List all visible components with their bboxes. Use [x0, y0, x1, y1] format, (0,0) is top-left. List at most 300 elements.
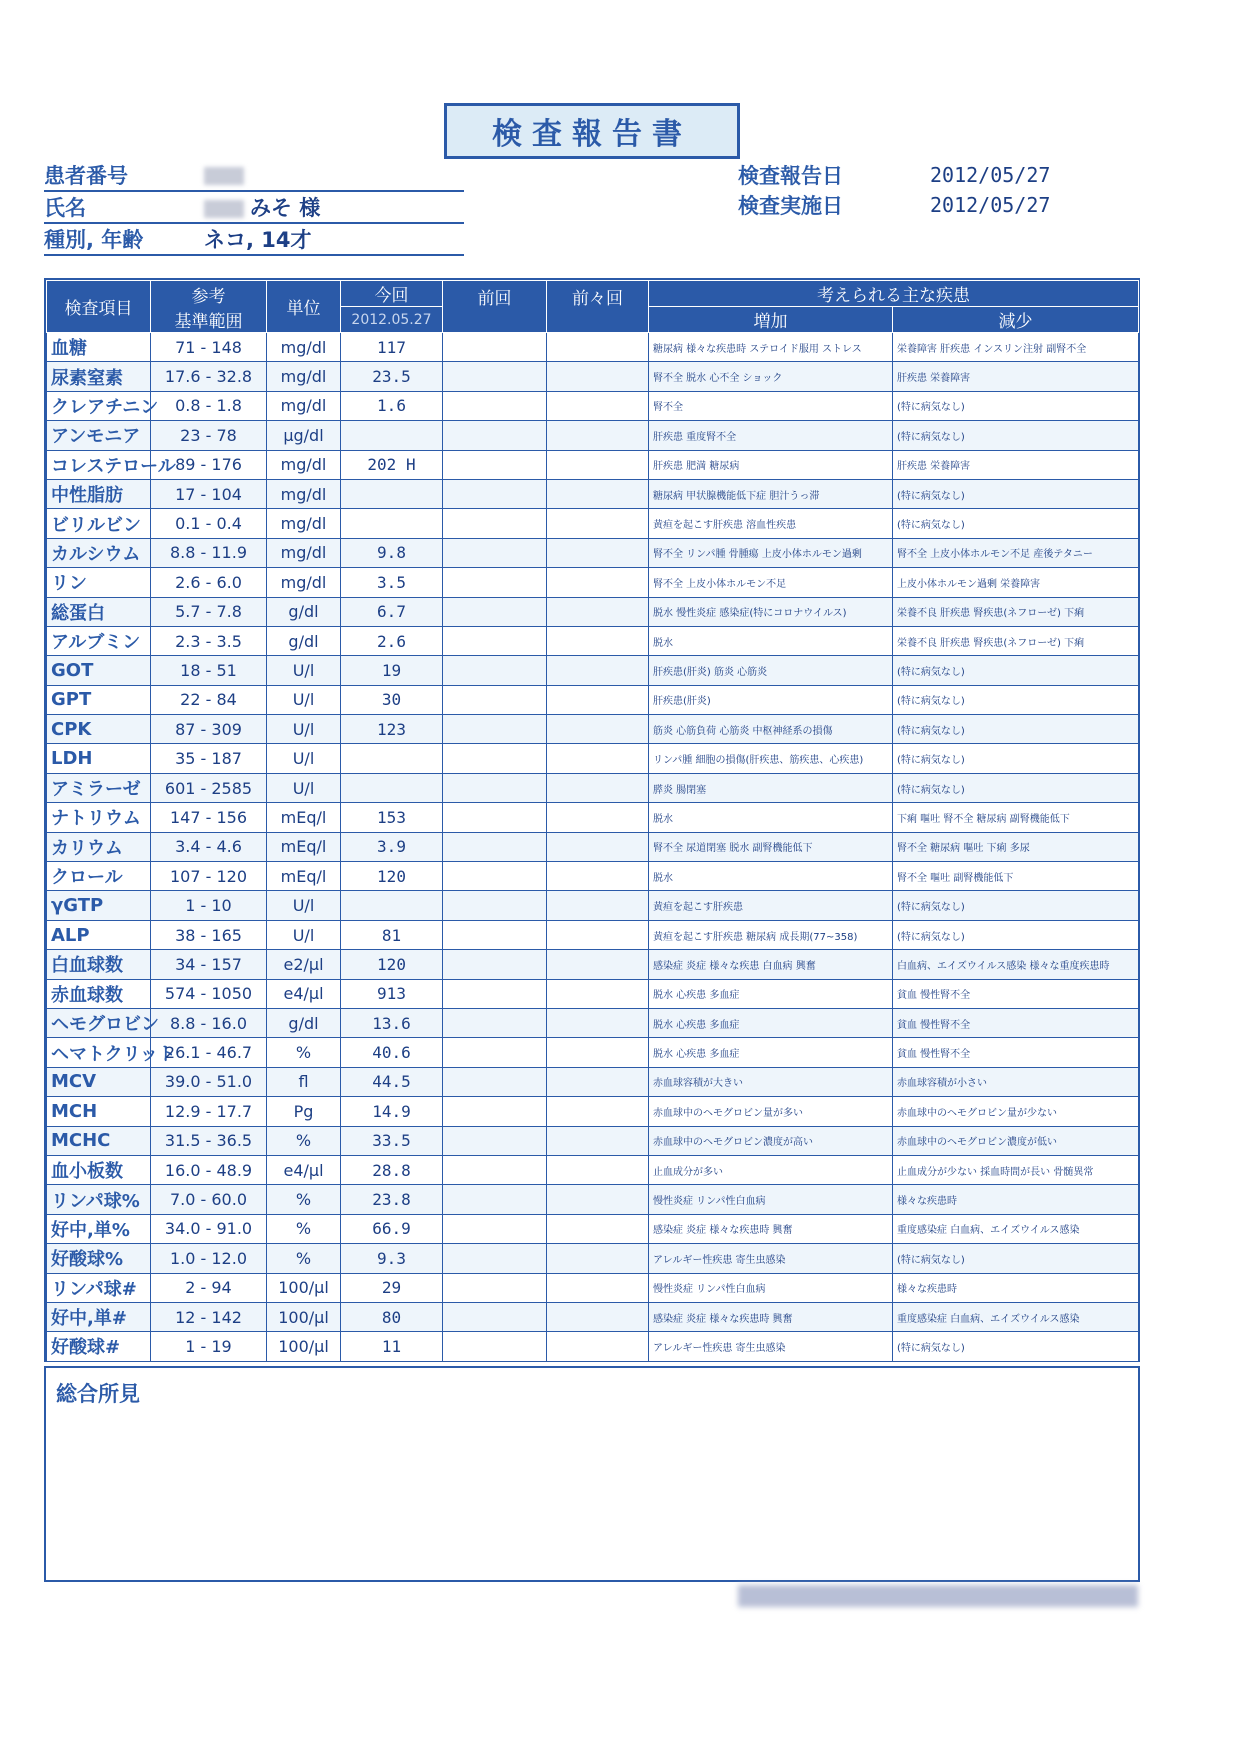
previous2-value	[547, 450, 649, 479]
current-value: 11	[341, 1332, 443, 1361]
reference-range: 574 - 1050	[151, 979, 267, 1008]
test-name: ビリルビン	[47, 509, 151, 538]
table-row	[47, 891, 1139, 920]
exam-date-value: 2012/05/27	[930, 193, 1051, 217]
decrease-diseases: (特に病気なし)	[893, 1244, 1139, 1273]
previous2-value	[547, 862, 649, 891]
decrease-diseases: 重度感染症 白血病、エイズウイルス感染	[893, 1302, 1139, 1331]
unit: 100/μl	[267, 1273, 341, 1302]
test-name: 好中,単#	[47, 1302, 151, 1331]
current-value: 123	[341, 715, 443, 744]
previous-value	[443, 509, 547, 538]
decrease-diseases: 重度感染症 白血病、エイズウイルス感染	[893, 1214, 1139, 1243]
test-name: 尿素窒素	[47, 362, 151, 391]
reference-range: 34 - 157	[151, 950, 267, 979]
previous-value	[443, 715, 547, 744]
test-name: クロール	[47, 862, 151, 891]
decrease-diseases: 腎不全 糖尿病 嘔吐 下痢 多尿	[893, 832, 1139, 861]
increase-diseases: 腎不全 リンパ腫 骨腫瘍 上皮小体ホルモン過剰	[649, 538, 893, 567]
test-name: アンモニア	[47, 421, 151, 450]
current-value: 117	[341, 333, 443, 362]
current-value: 29	[341, 1273, 443, 1302]
decrease-diseases: (特に病気なし)	[893, 421, 1139, 450]
previous2-value	[547, 538, 649, 567]
increase-diseases: 腎不全	[649, 391, 893, 420]
previous2-value	[547, 597, 649, 626]
reference-range: 2 - 94	[151, 1273, 267, 1302]
table-row	[47, 568, 1139, 597]
col-header-unit: 単位	[267, 281, 341, 333]
decrease-diseases: 白血病、エイズウイルス感染 様々な重度疾患時	[893, 950, 1139, 979]
summary-box	[44, 1366, 1140, 1582]
test-name: 好中,単%	[47, 1214, 151, 1243]
unit: 100/μl	[267, 1302, 341, 1331]
reference-range: 16.0 - 48.9	[151, 1155, 267, 1184]
patient-name-label: 氏名	[44, 196, 86, 220]
reference-range: 23 - 78	[151, 421, 267, 450]
previous-value	[443, 1244, 547, 1273]
unit: U/l	[267, 685, 341, 714]
reference-range: 17.6 - 32.8	[151, 362, 267, 391]
test-name: ナトリウム	[47, 803, 151, 832]
report-date-label: 検査報告日	[738, 164, 843, 188]
table-row	[47, 333, 1139, 362]
reference-range: 87 - 309	[151, 715, 267, 744]
current-value: 40.6	[341, 1038, 443, 1067]
increase-diseases: 赤血球中のヘモグロビン濃度が高い	[649, 1126, 893, 1155]
col-header-increase: 増加	[649, 307, 893, 333]
previous2-value	[547, 803, 649, 832]
table-row	[47, 979, 1139, 1008]
test-name: 血糖	[47, 333, 151, 362]
previous2-value	[547, 744, 649, 773]
increase-diseases: 止血成分が多い	[649, 1155, 893, 1184]
previous2-value	[547, 479, 649, 508]
report-date-value: 2012/05/27	[930, 163, 1051, 187]
previous2-value	[547, 1097, 649, 1126]
col-header-ref-top: 参考	[191, 286, 226, 307]
table-row	[47, 1244, 1139, 1273]
test-name: 中性脂肪	[47, 479, 151, 508]
species-age-label: 種別, 年齢	[44, 228, 144, 252]
previous2-value	[547, 656, 649, 685]
unit: %	[267, 1214, 341, 1243]
table-row	[47, 450, 1139, 479]
reference-range: 12 - 142	[151, 1302, 267, 1331]
previous-value	[443, 1038, 547, 1067]
previous2-value	[547, 1214, 649, 1243]
reference-range: 0.8 - 1.8	[151, 391, 267, 420]
current-value: 3.5	[341, 568, 443, 597]
previous-value	[443, 597, 547, 626]
reference-range: 601 - 2585	[151, 773, 267, 802]
table-row	[47, 626, 1139, 655]
decrease-diseases: 貧血 慢性腎不全	[893, 1008, 1139, 1037]
current-value: 44.5	[341, 1067, 443, 1096]
previous2-value	[547, 391, 649, 420]
current-value: 33.5	[341, 1126, 443, 1155]
increase-diseases: 慢性炎症 リンパ性白血病	[649, 1185, 893, 1214]
previous-value	[443, 1097, 547, 1126]
previous2-value	[547, 1302, 649, 1331]
current-value: 66.9	[341, 1214, 443, 1243]
report-title: 検査報告書	[444, 103, 740, 159]
current-value: 202 H	[341, 450, 443, 479]
increase-diseases: 糖尿病 様々な疾患時 ステロイド服用 ストレス	[649, 333, 893, 362]
unit: U/l	[267, 715, 341, 744]
current-value	[341, 773, 443, 802]
test-name: アミラーゼ	[47, 773, 151, 802]
table-row	[47, 362, 1139, 391]
unit: U/l	[267, 891, 341, 920]
current-value: 153	[341, 803, 443, 832]
increase-diseases: 赤血球中のヘモグロビン量が多い	[649, 1097, 893, 1126]
increase-diseases: 脱水 心疾患 多血症	[649, 979, 893, 1008]
previous-value	[443, 626, 547, 655]
reference-range: 18 - 51	[151, 656, 267, 685]
current-value: 2.6	[341, 626, 443, 655]
decrease-diseases: (特に病気なし)	[893, 391, 1139, 420]
decrease-diseases: (特に病気なし)	[893, 920, 1139, 949]
previous2-value	[547, 1008, 649, 1037]
increase-diseases: 膵炎 腸閉塞	[649, 773, 893, 802]
unit: mg/dl	[267, 568, 341, 597]
decrease-diseases: (特に病気なし)	[893, 891, 1139, 920]
table-row	[47, 391, 1139, 420]
previous2-value	[547, 509, 649, 538]
table-row	[47, 1038, 1139, 1067]
current-value: 13.6	[341, 1008, 443, 1037]
increase-diseases: 肝疾患(肝炎)	[649, 685, 893, 714]
previous2-value	[547, 1038, 649, 1067]
table-row	[47, 950, 1139, 979]
previous2-value	[547, 1185, 649, 1214]
decrease-diseases: 貧血 慢性腎不全	[893, 1038, 1139, 1067]
test-name: MCV	[47, 1067, 151, 1096]
increase-diseases: 脱水 慢性炎症 感染症(特にコロナウイルス)	[649, 597, 893, 626]
increase-diseases: 肝疾患(肝炎) 筋炎 心筋炎	[649, 656, 893, 685]
col-header-prev2: 前々回	[547, 281, 649, 333]
unit: μg/dl	[267, 421, 341, 450]
decrease-diseases: (特に病気なし)	[893, 656, 1139, 685]
unit: mg/dl	[267, 391, 341, 420]
current-value: 14.9	[341, 1097, 443, 1126]
previous-value	[443, 450, 547, 479]
unit: %	[267, 1185, 341, 1214]
previous2-value	[547, 1273, 649, 1302]
table-row	[47, 803, 1139, 832]
previous2-value	[547, 832, 649, 861]
table-row	[47, 685, 1139, 714]
unit: e2/μl	[267, 950, 341, 979]
patient-number-redacted	[204, 163, 250, 187]
previous-value	[443, 1067, 547, 1096]
test-name: 総蛋白	[47, 597, 151, 626]
reference-range: 71 - 148	[151, 333, 267, 362]
decrease-diseases: (特に病気なし)	[893, 715, 1139, 744]
decrease-diseases: 上皮小体ホルモン過剰 栄養障害	[893, 568, 1139, 597]
previous2-value	[547, 1332, 649, 1361]
current-value: 23.5	[341, 362, 443, 391]
unit: mg/dl	[267, 333, 341, 362]
test-name: コレステロール	[47, 450, 151, 479]
decrease-diseases: 腎不全 嘔吐 副腎機能低下	[893, 862, 1139, 891]
reference-range: 5.7 - 7.8	[151, 597, 267, 626]
decrease-diseases: 腎不全 上皮小体ホルモン不足 産後テタニー	[893, 538, 1139, 567]
test-name: MCHC	[47, 1126, 151, 1155]
decrease-diseases: (特に病気なし)	[893, 479, 1139, 508]
reference-range: 1 - 19	[151, 1332, 267, 1361]
previous-value	[443, 862, 547, 891]
unit: U/l	[267, 744, 341, 773]
col-header-prev: 前回	[443, 281, 547, 333]
decrease-diseases: 栄養障害 肝疾患 インスリン注射 副腎不全	[893, 333, 1139, 362]
test-name: リンパ球#	[47, 1273, 151, 1302]
clinic-info-redacted	[738, 1585, 1138, 1607]
previous-value	[443, 1008, 547, 1037]
test-name: γGTP	[47, 891, 151, 920]
unit: mg/dl	[267, 509, 341, 538]
table-row	[47, 538, 1139, 567]
summary-title: 総合所見	[56, 1382, 140, 1406]
reference-range: 1 - 10	[151, 891, 267, 920]
previous2-value	[547, 568, 649, 597]
reference-range: 1.0 - 12.0	[151, 1244, 267, 1273]
test-name: 血小板数	[47, 1155, 151, 1184]
test-name: クレアチニン	[47, 391, 151, 420]
patient-name-value	[204, 192, 320, 222]
col-header-current-date: 2012.05.27	[341, 307, 443, 333]
decrease-diseases: 下痢 嘔吐 腎不全 糖尿病 副腎機能低下	[893, 803, 1139, 832]
current-value: 30	[341, 685, 443, 714]
current-value: 913	[341, 979, 443, 1008]
decrease-diseases: 貧血 慢性腎不全	[893, 979, 1139, 1008]
test-name: CPK	[47, 715, 151, 744]
decrease-diseases: (特に病気なし)	[893, 509, 1139, 538]
decrease-diseases: 様々な疾患時	[893, 1273, 1139, 1302]
table-row	[47, 1185, 1139, 1214]
table-row	[47, 1067, 1139, 1096]
previous-value	[443, 950, 547, 979]
decrease-diseases: 栄養不良 肝疾患 腎疾患(ネフローゼ) 下痢	[893, 597, 1139, 626]
unit: e4/μl	[267, 979, 341, 1008]
previous2-value	[547, 685, 649, 714]
current-value: 80	[341, 1302, 443, 1331]
increase-diseases: アレルギー性疾患 寄生虫感染	[649, 1332, 893, 1361]
unit: mg/dl	[267, 450, 341, 479]
reference-range: 7.0 - 60.0	[151, 1185, 267, 1214]
previous-value	[443, 803, 547, 832]
previous-value	[443, 538, 547, 567]
test-name: GPT	[47, 685, 151, 714]
species-age-row	[44, 224, 464, 256]
increase-diseases: 感染症 炎症 様々な疾患時 興奮	[649, 1302, 893, 1331]
unit: mEq/l	[267, 862, 341, 891]
unit: fl	[267, 1067, 341, 1096]
previous-value	[443, 1302, 547, 1331]
test-name: ALP	[47, 920, 151, 949]
patient-info	[44, 160, 464, 256]
previous2-value	[547, 773, 649, 802]
unit: mEq/l	[267, 832, 341, 861]
table-row	[47, 744, 1139, 773]
col-header-decrease: 減少	[893, 307, 1139, 333]
table-row	[47, 1302, 1139, 1331]
previous2-value	[547, 920, 649, 949]
decrease-diseases: (特に病気なし)	[893, 685, 1139, 714]
table-row	[47, 862, 1139, 891]
test-name: 赤血球数	[47, 979, 151, 1008]
reference-range: 2.3 - 3.5	[151, 626, 267, 655]
decrease-diseases: 肝疾患 栄養障害	[893, 450, 1139, 479]
increase-diseases: 腎不全 上皮小体ホルモン不足	[649, 568, 893, 597]
current-value: 120	[341, 950, 443, 979]
patient-number-row	[44, 160, 464, 192]
previous2-value	[547, 626, 649, 655]
decrease-diseases: 肝疾患 栄養障害	[893, 362, 1139, 391]
reference-range: 8.8 - 16.0	[151, 1008, 267, 1037]
current-value: 6.7	[341, 597, 443, 626]
test-name: MCH	[47, 1097, 151, 1126]
decrease-diseases: 様々な疾患時	[893, 1185, 1139, 1214]
table-row	[47, 509, 1139, 538]
table-row	[47, 1126, 1139, 1155]
reference-range: 34.0 - 91.0	[151, 1214, 267, 1243]
unit: mg/dl	[267, 538, 341, 567]
unit: mEq/l	[267, 803, 341, 832]
previous2-value	[547, 1126, 649, 1155]
unit: %	[267, 1126, 341, 1155]
table-row	[47, 479, 1139, 508]
previous-value	[443, 1332, 547, 1361]
unit: 100/μl	[267, 1332, 341, 1361]
current-value: 28.8	[341, 1155, 443, 1184]
reference-range: 35 - 187	[151, 744, 267, 773]
reference-range: 3.4 - 4.6	[151, 832, 267, 861]
patient-name-text: みそ 様	[250, 196, 321, 220]
reference-range: 26.1 - 46.7	[151, 1038, 267, 1067]
table-row	[47, 1097, 1139, 1126]
previous2-value	[547, 715, 649, 744]
increase-diseases: 赤血球容積が大きい	[649, 1067, 893, 1096]
test-name: リンパ球%	[47, 1185, 151, 1214]
decrease-diseases: 赤血球中のヘモグロビン量が少ない	[893, 1097, 1139, 1126]
increase-diseases: 脱水 心疾患 多血症	[649, 1038, 893, 1067]
current-value: 81	[341, 920, 443, 949]
previous-value	[443, 333, 547, 362]
decrease-diseases: 赤血球中のヘモグロビン濃度が低い	[893, 1126, 1139, 1155]
reference-range: 2.6 - 6.0	[151, 568, 267, 597]
test-name: GOT	[47, 656, 151, 685]
reference-range: 107 - 120	[151, 862, 267, 891]
reference-range: 89 - 176	[151, 450, 267, 479]
table-row	[47, 773, 1139, 802]
increase-diseases: 黄疸を起こす肝疾患	[649, 891, 893, 920]
current-value: 3.9	[341, 832, 443, 861]
col-header-ref	[151, 281, 267, 333]
previous2-value	[547, 1155, 649, 1184]
test-name: アルブミン	[47, 626, 151, 655]
col-header-item: 検査項目	[47, 281, 151, 333]
current-value: 19	[341, 656, 443, 685]
increase-diseases: 脱水	[649, 862, 893, 891]
table-row	[47, 1332, 1139, 1361]
reference-range: 39.0 - 51.0	[151, 1067, 267, 1096]
table-row	[47, 1008, 1139, 1037]
decrease-diseases: 赤血球容積が小さい	[893, 1067, 1139, 1096]
previous2-value	[547, 362, 649, 391]
unit: U/l	[267, 920, 341, 949]
current-value: 9.8	[341, 538, 443, 567]
reference-range: 147 - 156	[151, 803, 267, 832]
reference-range: 8.8 - 11.9	[151, 538, 267, 567]
current-value	[341, 509, 443, 538]
increase-diseases: 脱水	[649, 626, 893, 655]
previous-value	[443, 920, 547, 949]
previous-value	[443, 656, 547, 685]
previous-value	[443, 744, 547, 773]
species-age-value: ネコ, 14才	[204, 228, 312, 252]
decrease-diseases: (特に病気なし)	[893, 1332, 1139, 1361]
unit: U/l	[267, 656, 341, 685]
increase-diseases: 肝疾患 肥満 糖尿病	[649, 450, 893, 479]
unit: %	[267, 1038, 341, 1067]
previous-value	[443, 1273, 547, 1302]
previous-value	[443, 479, 547, 508]
increase-diseases: 糖尿病 甲状腺機能低下症 胆汁うっ滞	[649, 479, 893, 508]
increase-diseases: 感染症 炎症 様々な疾患 白血病 興奮	[649, 950, 893, 979]
unit: Pg	[267, 1097, 341, 1126]
patient-name-row	[44, 192, 464, 224]
unit: g/dl	[267, 626, 341, 655]
reference-range: 0.1 - 0.4	[151, 509, 267, 538]
current-value	[341, 421, 443, 450]
test-name: ヘモグロビン	[47, 1008, 151, 1037]
table-row	[47, 832, 1139, 861]
table-row	[47, 1214, 1139, 1243]
patient-number-label: 患者番号	[44, 164, 128, 188]
previous-value	[443, 568, 547, 597]
table-row	[47, 715, 1139, 744]
results-table	[44, 278, 1140, 1362]
table-row	[47, 656, 1139, 685]
previous-value	[443, 773, 547, 802]
previous-value	[443, 1185, 547, 1214]
increase-diseases: 腎不全 尿道閉塞 脱水 副腎機能低下	[649, 832, 893, 861]
reference-range: 31.5 - 36.5	[151, 1126, 267, 1155]
increase-diseases: 脱水 心疾患 多血症	[649, 1008, 893, 1037]
increase-diseases: 腎不全 脱水 心不全 ショック	[649, 362, 893, 391]
col-header-disease: 考えられる主な疾患	[649, 281, 1139, 307]
test-name: カリウム	[47, 832, 151, 861]
current-value	[341, 891, 443, 920]
unit: e4/μl	[267, 1155, 341, 1184]
table-row	[47, 1273, 1139, 1302]
increase-diseases: 感染症 炎症 様々な疾患時 興奮	[649, 1214, 893, 1243]
unit: mg/dl	[267, 479, 341, 508]
unit: g/dl	[267, 1008, 341, 1037]
test-name: 好酸球%	[47, 1244, 151, 1273]
previous2-value	[547, 333, 649, 362]
current-value	[341, 744, 443, 773]
decrease-diseases: (特に病気なし)	[893, 744, 1139, 773]
col-header-current: 今回	[341, 281, 443, 307]
test-name: 白血球数	[47, 950, 151, 979]
decrease-diseases: 止血成分が少ない 採血時間が長い 骨髄異常	[893, 1155, 1139, 1184]
previous2-value	[547, 1244, 649, 1273]
previous-value	[443, 421, 547, 450]
previous2-value	[547, 1067, 649, 1096]
